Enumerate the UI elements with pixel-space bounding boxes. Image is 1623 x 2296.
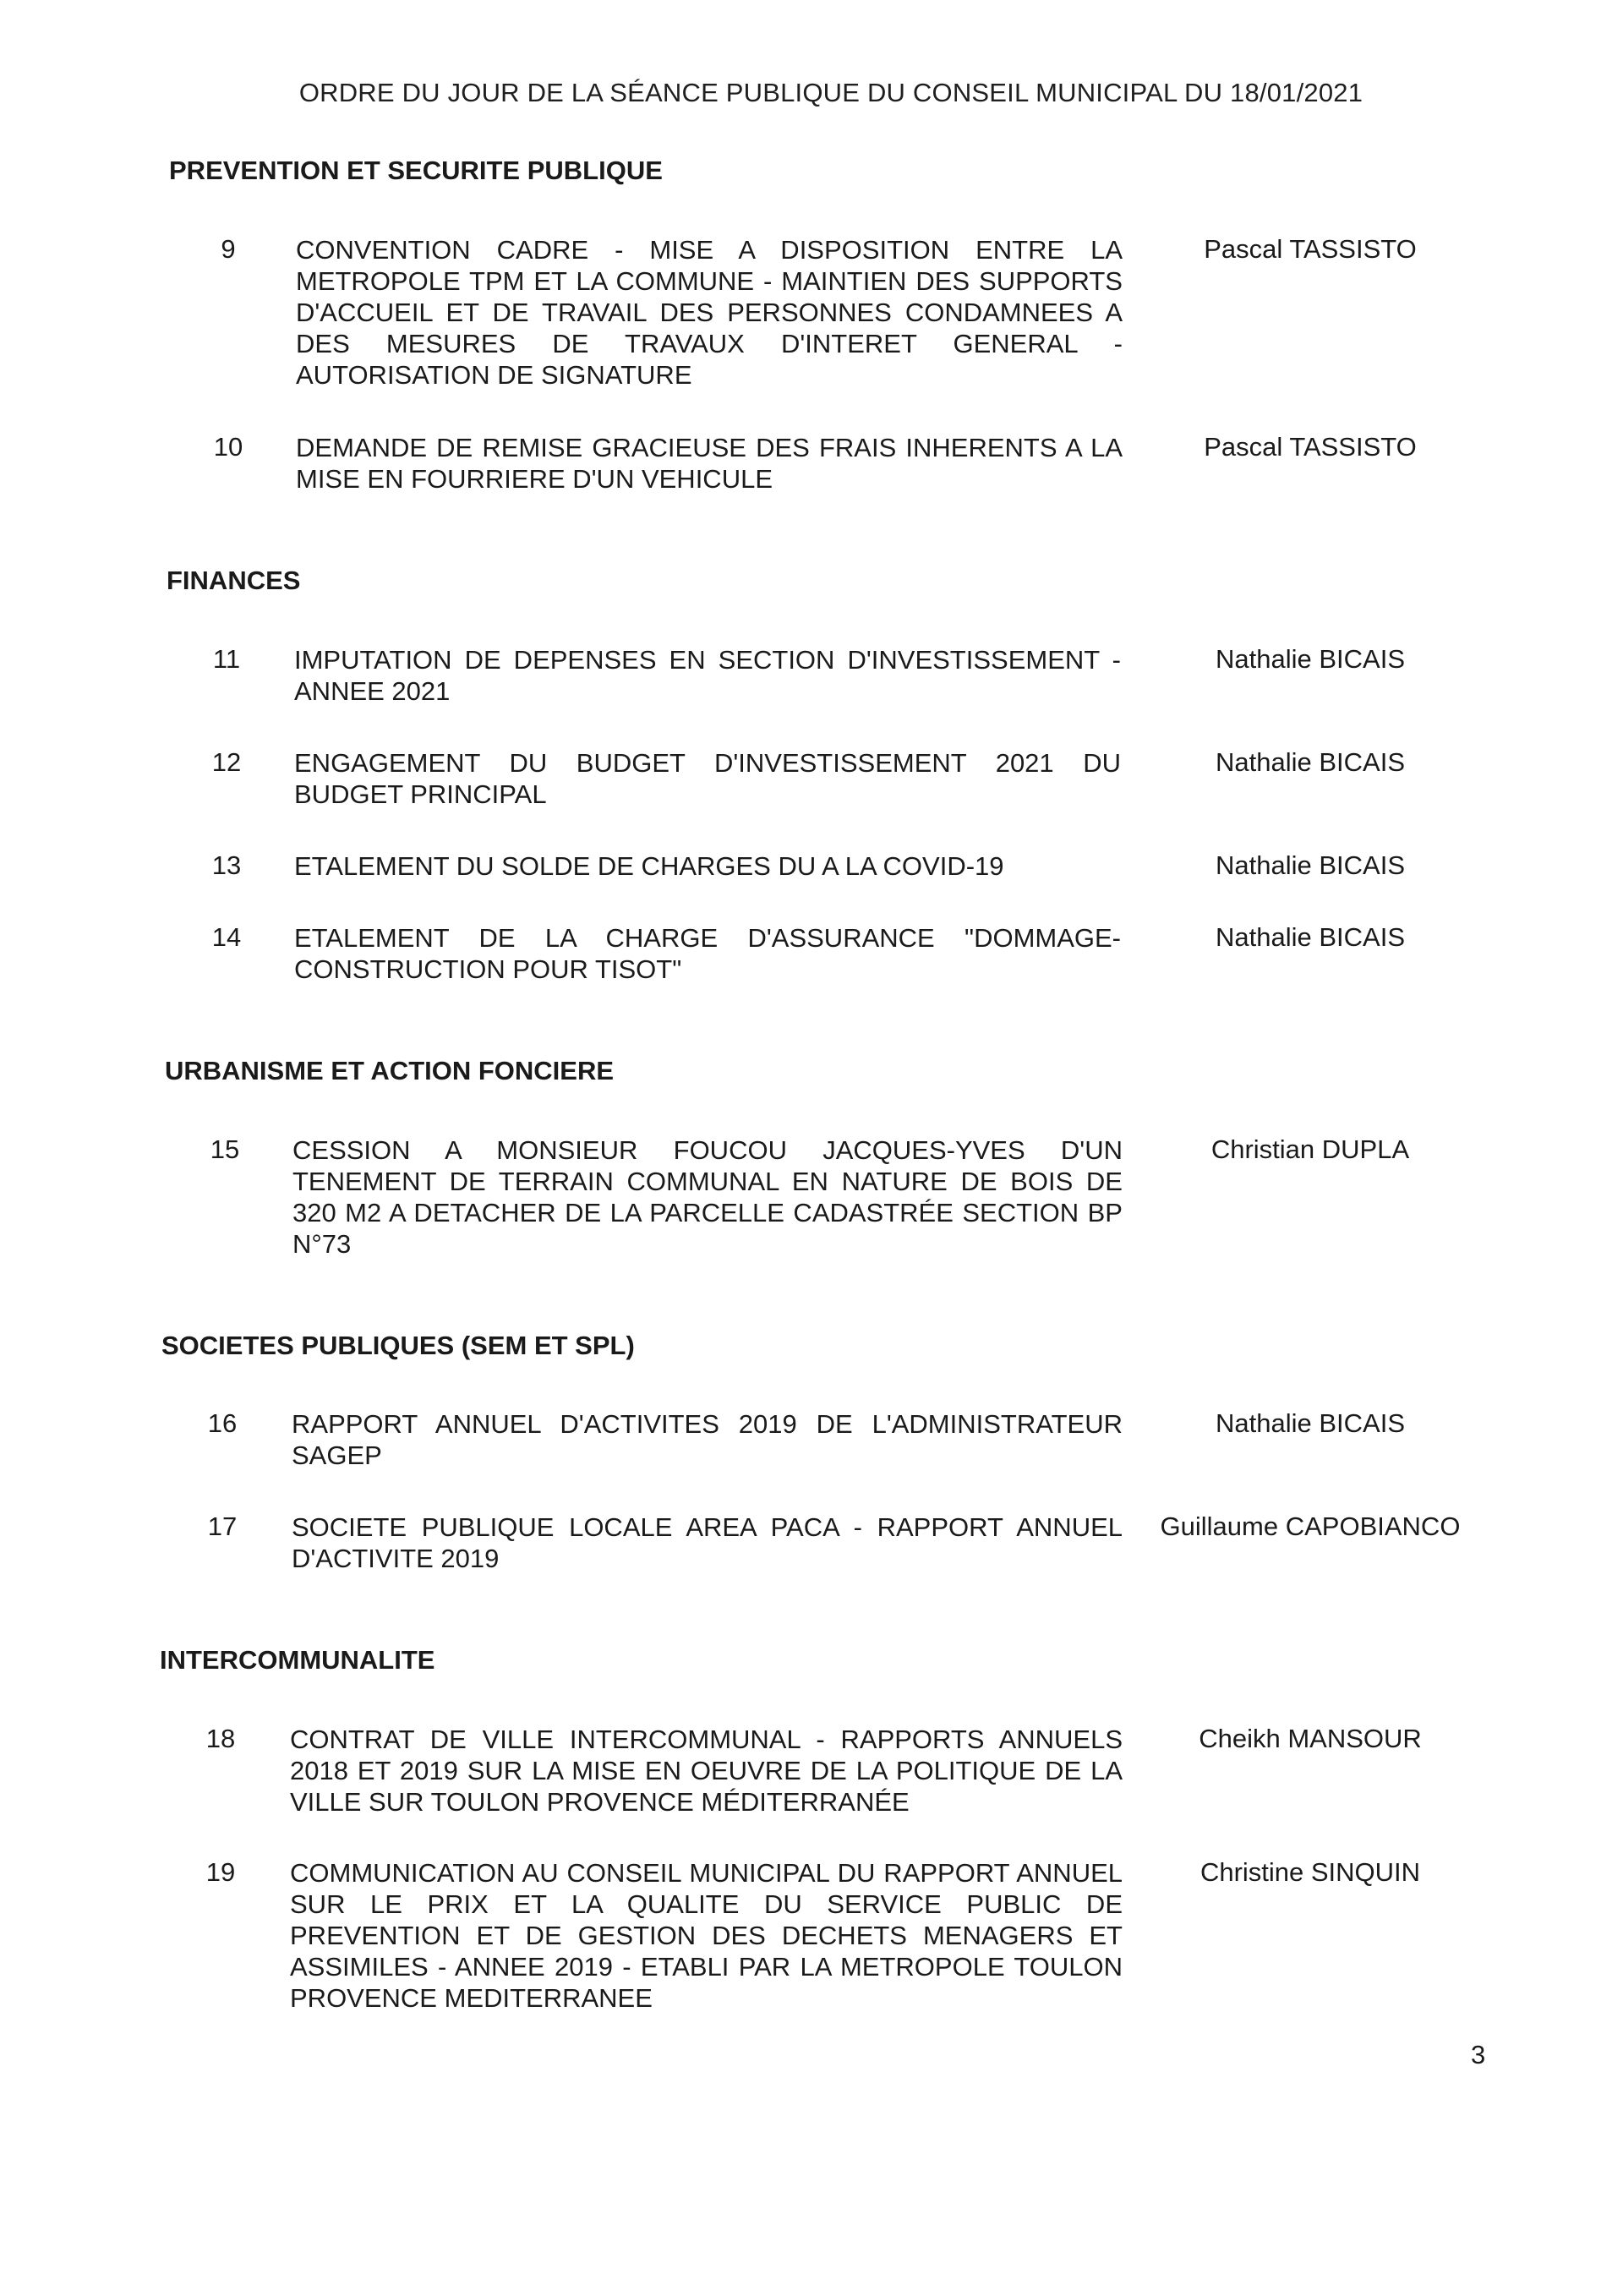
section-title: FINANCES bbox=[167, 566, 301, 595]
item-rapporteur: Guillaume CAPOBIANCO bbox=[1160, 1512, 1461, 1541]
item-text: ETALEMENT DE LA CHARGE D'ASSURANCE "DOMMAGE-CONSTRUCTION POUR TISOT" bbox=[294, 923, 1121, 984]
item-text: CESSION A MONSIEUR FOUCOU JACQUES-YVES D'UN TENEMENT DE TERRAIN COMMUNAL EN NATURE DE BOIS DE 320 M2 A DETACHER DE LA PARCELLE CADASTRÉE SECTION BP N°73 bbox=[292, 1135, 1123, 1259]
item-rapporteur: Nathalie BICAIS bbox=[1216, 747, 1405, 777]
item-number: 19 bbox=[205, 1857, 236, 1887]
item-text: ETALEMENT DU SOLDE DE CHARGES DU A LA COVID-19 bbox=[294, 851, 1004, 881]
section-title: URBANISME ET ACTION FONCIERE bbox=[165, 1056, 615, 1085]
item-rapporteur: Nathalie BICAIS bbox=[1216, 850, 1405, 880]
section-title: SOCIETES PUBLIQUES (SEM ET SPL) bbox=[161, 1331, 635, 1360]
item-rapporteur: Nathalie BICAIS bbox=[1216, 644, 1405, 674]
item-rapporteur: Cheikh MANSOUR bbox=[1199, 1724, 1422, 1753]
item-text: CONTRAT DE VILLE INTERCOMMUNAL - RAPPORTS ANNUELS 2018 ET 2019 SUR LA MISE EN OEUVRE DE LA POLITIQUE DE LA VILLE SUR TOULON PROVENCE MÉDITERRANÉE bbox=[290, 1725, 1123, 1817]
item-text: ENGAGEMENT DU BUDGET D'INVESTISSEMENT 2021 DU BUDGET PRINCIPAL bbox=[294, 748, 1121, 809]
item-rapporteur: Pascal TASSISTO bbox=[1204, 432, 1417, 462]
item-number: 14 bbox=[211, 922, 242, 952]
item-text: CONVENTION CADRE - MISE A DISPOSITION ENTRE LA METROPOLE TPM ET LA COMMUNE - MAINTIEN DES SUPPORTS D'ACCUEIL ET DE TRAVAIL DES PERSONNES CONDAMNEES A DES MESURES DE TRAVAUX D'INTERET GENERAL - AUTORISATION DE SIGNATURE bbox=[296, 235, 1123, 390]
item-number: 15 bbox=[210, 1134, 240, 1164]
item-number: 13 bbox=[211, 850, 242, 880]
item-number: 16 bbox=[207, 1408, 238, 1438]
item-text: DEMANDE DE REMISE GRACIEUSE DES FRAIS INHERENTS A LA MISE EN FOURRIERE D'UN VEHICULE bbox=[296, 433, 1123, 494]
item-text: SOCIETE PUBLIQUE LOCALE AREA PACA - RAPPORT ANNUEL D'ACTIVITE 2019 bbox=[292, 1512, 1123, 1573]
item-text: IMPUTATION DE DEPENSES EN SECTION D'INVESTISSEMENT - ANNEE 2021 bbox=[294, 645, 1121, 706]
item-number: 12 bbox=[211, 747, 242, 777]
item-number: 9 bbox=[221, 234, 236, 264]
item-text: RAPPORT ANNUEL D'ACTIVITES 2019 DE L'ADMINISTRATEUR SAGEP bbox=[292, 1409, 1123, 1470]
item-rapporteur: Christian DUPLA bbox=[1210, 1134, 1410, 1164]
item-rapporteur: Nathalie BICAIS bbox=[1216, 1408, 1405, 1438]
item-number: 18 bbox=[205, 1724, 236, 1753]
section-title: INTERCOMMUNALITE bbox=[160, 1645, 435, 1675]
item-number: 11 bbox=[212, 644, 241, 674]
document-header-title: ORDRE DU JOUR DE LA SÉANCE PUBLIQUE DU CONSEIL MUNICIPAL DU 18/01/2021 bbox=[298, 78, 1363, 107]
section-title: PREVENTION ET SECURITE PUBLIQUE bbox=[169, 156, 663, 185]
page-number: 3 bbox=[1471, 2040, 1486, 2069]
item-rapporteur: Nathalie BICAIS bbox=[1216, 922, 1405, 952]
item-number: 17 bbox=[207, 1512, 238, 1541]
item-text: COMMUNICATION AU CONSEIL MUNICIPAL DU RAPPORT ANNUEL SUR LE PRIX ET LA QUALITE DU SERVICE PUBLIC DE PREVENTION ET DE GESTION DES DECHETS MENAGERS ET ASSIMILES - ANNEE 2019 - ETABLI PAR LA METROPOLE TOULON PROVENCE MEDITERRANEE bbox=[290, 1858, 1123, 2013]
item-rapporteur: Pascal TASSISTO bbox=[1204, 234, 1417, 264]
item-rapporteur: Christine SINQUIN bbox=[1199, 1857, 1421, 1887]
item-number: 10 bbox=[213, 432, 243, 462]
